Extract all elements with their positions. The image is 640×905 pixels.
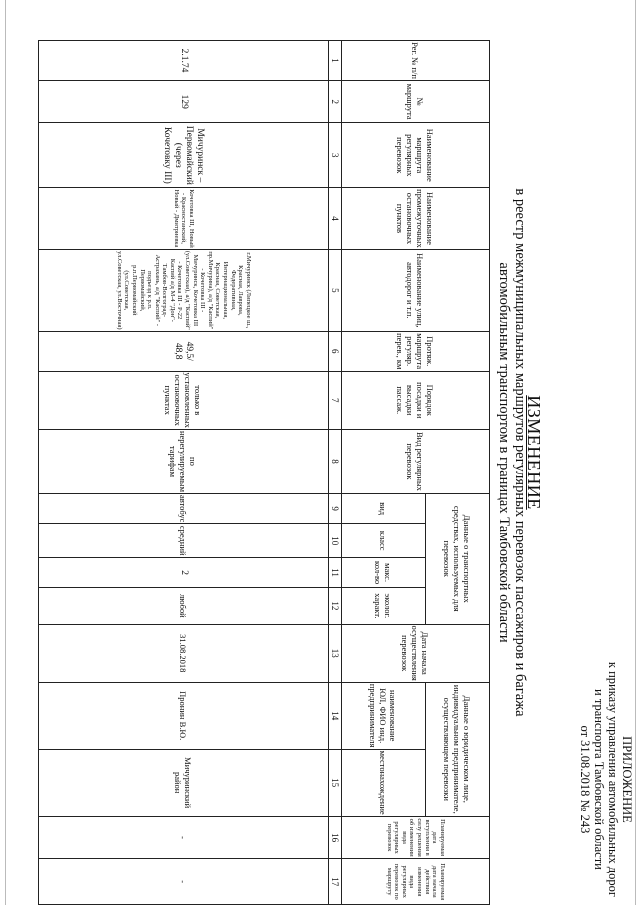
- header-planned-start-date: Планируемая дата начала действия изменения вида регулярных перевозок по маршруту: [342, 859, 490, 905]
- cell-planned-start-date: -: [39, 859, 329, 905]
- column-number: 10: [329, 524, 342, 558]
- annex-title: ПРИЛОЖЕНИЕ: [620, 736, 634, 823]
- annex-header: [578, 662, 634, 897]
- column-number: 9: [329, 493, 342, 523]
- column-number: 13: [329, 624, 342, 682]
- column-number: 15: [329, 749, 342, 816]
- column-number: 8: [329, 429, 342, 493]
- cell-planned-change-date: -: [39, 816, 329, 859]
- header-vehicle-kind: вид: [342, 493, 426, 523]
- header-carrier-location: местонахождение: [342, 749, 426, 816]
- column-number-row: [329, 41, 342, 905]
- header-stops: Наименование промежуточных остановочных пунктов: [342, 188, 490, 250]
- cell-vehicle-kind: автобус: [39, 493, 329, 523]
- header-route-name: Наименование маршрута регулярных перевозок: [342, 123, 490, 188]
- cell-carrier-location: Мичуринский район: [39, 749, 329, 816]
- header-carrier-name: наименование ЮЛ, ФИО инд. предпринимателя: [342, 682, 426, 749]
- column-number: 6: [329, 331, 342, 371]
- column-number: 16: [329, 816, 342, 859]
- header-vehicle-max: макс. кол-во: [342, 557, 426, 587]
- column-number: 5: [329, 249, 342, 331]
- cell-reg-no: 2.1.74: [39, 41, 329, 81]
- cell-vehicle-max: 2: [39, 557, 329, 587]
- document-subtitle-2: автомобильным транспортом в границах Тамбовской области: [496, 262, 512, 643]
- header-transport-type: Вид регулярных перевозок: [342, 429, 490, 493]
- registry-table: [38, 40, 490, 905]
- cell-route-no: 129: [39, 81, 329, 123]
- header-boarding: Порядок посадки и высадки пассаж.: [342, 371, 490, 429]
- document-subtitle-1: в реестр межмуниципальных маршрутов регулярных перевозок пассажиров и багажа: [512, 188, 528, 717]
- annex-line-1: к приказу управления автомобильных дорог: [606, 661, 620, 897]
- scan-edge-bottom: [5, 0, 6, 905]
- table-header-row: [426, 41, 490, 905]
- header-start-date: Дата начала осуществления перевозок: [342, 624, 490, 682]
- column-number: 17: [329, 859, 342, 905]
- cell-carrier-name: Пронин В.Ю.: [39, 682, 329, 749]
- header-vehicle-eco: эколог. характ.: [342, 588, 426, 624]
- cell-vehicle-eco: любой: [39, 588, 329, 624]
- annex-line-3: от 31.08.2018 № 243: [578, 725, 592, 834]
- column-number: 2: [329, 81, 342, 123]
- cell-boarding: только в установленных остановочных пунктах: [39, 371, 329, 429]
- column-number: 12: [329, 588, 342, 624]
- column-number: 3: [329, 123, 342, 188]
- cell-transport-type: по нерегулируемым тарифам: [39, 429, 329, 493]
- header-streets: Наименование улиц, автодорог и т.п.: [342, 249, 490, 331]
- cell-route-name: Мичуринск – Первомайский (через Кочетовку III): [39, 123, 329, 188]
- header-length: Протяж. маршрута регуляр. перев., км: [342, 331, 490, 371]
- column-number: 11: [329, 557, 342, 587]
- cell-stops: Кочетовка III, Новый - Красностанский, Новый - Дмитриевка: [39, 188, 329, 250]
- column-number: 14: [329, 682, 342, 749]
- cell-streets: г.Мичуринск (Липецкое ш., Красная, Лаврова, Федеративная, Интернациональная, Красная, Советская, пр.Мичурина), а/д "Каспий" - Кочетовка III - Мичуринск, Кочетовка III (ул.Советская), а/д "Каспий" - Кочетовка III - Р-22 Каспий а/д М-4 "Дон"-Тамбов-Волгоград-Астрахань, а/д "Каспий" - подъезд к р.п. Первомайский, р.п.Первомайский (ул.Советская, ул.Советская, ул.Восточная): [39, 249, 329, 331]
- header-route-no: № маршрута: [342, 81, 490, 123]
- column-number: 4: [329, 188, 342, 250]
- header-vehicle-class: класс: [342, 524, 426, 558]
- table-row: [39, 41, 329, 905]
- document-title: ИЗМЕНЕНИЕ: [524, 395, 544, 510]
- header-vehicles-group: Данные о транспортных средствах, используемых для перевозок: [426, 493, 490, 624]
- header-reg-no: Рег. № п/п: [342, 41, 490, 81]
- cell-start-date: 31.08.2018: [39, 624, 329, 682]
- column-number: 7: [329, 371, 342, 429]
- scan-edge-top: [635, 0, 636, 905]
- header-planned-change-date: Планируемая дата вступления в силу решения об изменении вида регулярных перевозок: [342, 816, 490, 859]
- annex-line-2: и транспорта Тамбовской области: [592, 689, 606, 870]
- cell-length: 49,5/ 48,8: [39, 331, 329, 371]
- cell-vehicle-class: средний: [39, 524, 329, 558]
- column-number: 1: [329, 41, 342, 81]
- header-carrier-group: Данные о юридическом лице, индивидуальном предпринимателе, осуществляющем перевозки: [426, 682, 490, 816]
